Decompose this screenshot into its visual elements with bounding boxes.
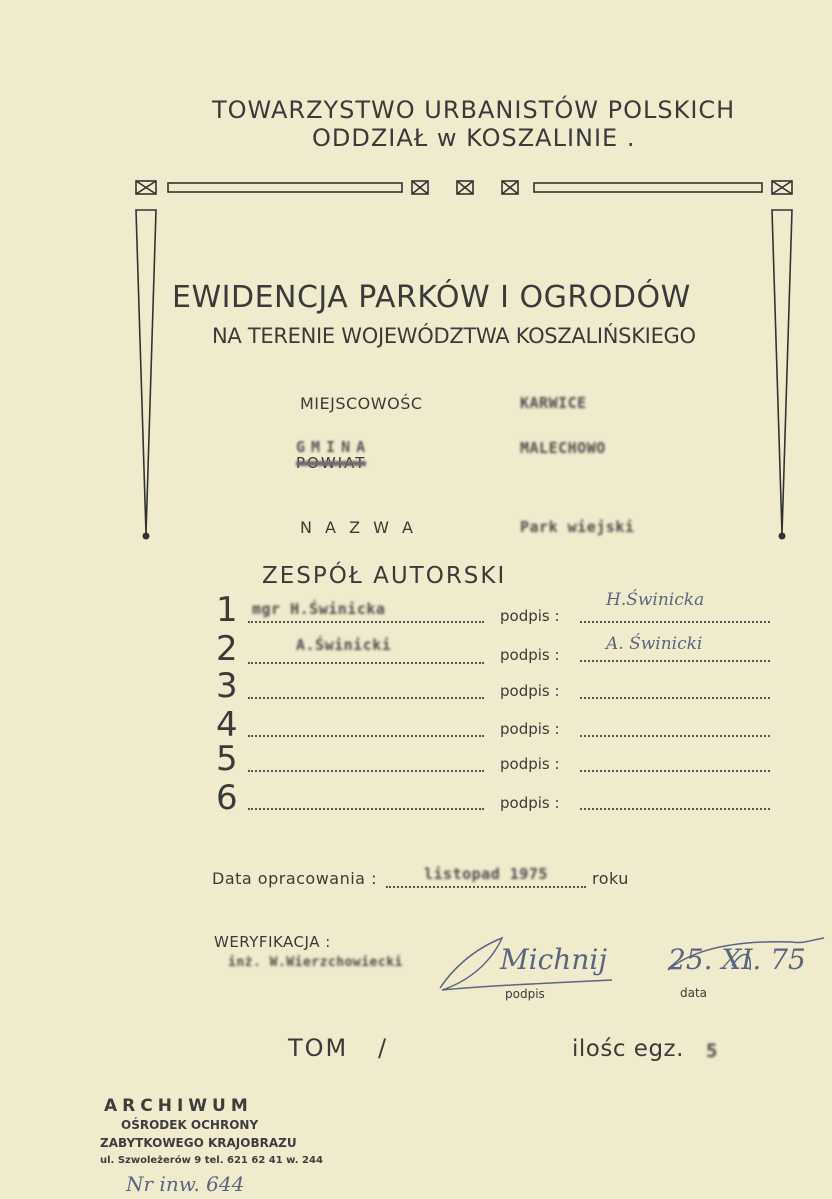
signature-line bbox=[580, 621, 770, 623]
author-name: mgr H.Świnicka bbox=[252, 600, 386, 618]
nazwa-value: Park wiejski bbox=[520, 518, 635, 536]
author-name-line bbox=[248, 808, 484, 810]
gmina-label: GMINA bbox=[296, 438, 372, 456]
verification-label: WERYFIKACJA : bbox=[214, 933, 331, 951]
date-value: listopad 1975 bbox=[424, 865, 548, 883]
author-name-line bbox=[248, 662, 484, 664]
date-line bbox=[386, 886, 586, 888]
signature-line bbox=[580, 697, 770, 699]
tom-value: / bbox=[378, 1034, 387, 1062]
podpis-label: podpis : bbox=[500, 720, 560, 738]
author-signature: H.Świnicka bbox=[606, 590, 705, 610]
podpis-label: podpis : bbox=[500, 755, 560, 773]
podpis-label: podpis : bbox=[500, 607, 560, 625]
gmina-value: MALECHOWO bbox=[520, 439, 606, 457]
author-name-line bbox=[248, 735, 484, 737]
branch-name: ODDZIAŁ w KOSZALINIE . bbox=[312, 124, 636, 152]
stamp-archiwum: ARCHIWUM bbox=[104, 1096, 253, 1116]
stamp-line2: OŚRODEK OCHRONY bbox=[121, 1118, 259, 1132]
stamp-line4: ul. Szwoleżerów 9 tel. 621 62 41 w. 244 bbox=[100, 1155, 323, 1166]
podpis-label: podpis : bbox=[500, 646, 560, 664]
society-name: TOWARZYSTWO URBANISTÓW POLSKICH bbox=[212, 96, 736, 124]
nazwa-label: N A Z W A bbox=[300, 518, 417, 537]
tom-label: TOM bbox=[288, 1034, 349, 1062]
verification-signature: Michnij bbox=[500, 943, 608, 976]
data-caption: data bbox=[680, 986, 708, 1000]
author-number: 6 bbox=[216, 778, 238, 818]
podpis-label: podpis : bbox=[500, 794, 560, 812]
powiat-label-struck bbox=[296, 454, 366, 472]
podpis-label: podpis : bbox=[500, 682, 560, 700]
signature-line bbox=[580, 770, 770, 772]
verifier-name: inż. W.Wierzchowiecki bbox=[228, 955, 403, 970]
date-suffix: roku bbox=[592, 869, 629, 888]
ilosc-value: 5 bbox=[706, 1040, 718, 1062]
stamp-line3: ZABYTKOWEGO KRAJOBRAZU bbox=[100, 1136, 297, 1150]
signature-line bbox=[580, 735, 770, 737]
author-number: 2 bbox=[216, 629, 238, 669]
document-subtitle: NA TERENIE WOJEWÓDZTWA KOSZALIŃSKIEGO bbox=[212, 324, 696, 348]
author-number: 4 bbox=[216, 705, 238, 745]
author-name-line bbox=[248, 697, 484, 699]
document-title: EWIDENCJA PARKÓW I OGRODÓW bbox=[172, 280, 691, 315]
podpis-caption: podpis bbox=[505, 987, 545, 1001]
verification-date: 25. XI. 75 bbox=[668, 943, 806, 976]
strikethrough bbox=[296, 461, 366, 466]
ilosc-label: ilośc egz. bbox=[572, 1036, 684, 1062]
miejscowosc-value: KARWICE bbox=[520, 394, 587, 412]
inventory-note: Nr inw. 644 bbox=[126, 1172, 245, 1196]
author-number: 5 bbox=[216, 739, 238, 779]
signature-line bbox=[580, 808, 770, 810]
date-label: Data opracowania : bbox=[212, 869, 377, 888]
author-name: A.Świnicki bbox=[296, 636, 392, 654]
miejscowosc-label: MIEJSCOWOŚC bbox=[300, 394, 423, 413]
authors-heading: ZESPÓŁ AUTORSKI bbox=[262, 563, 507, 589]
author-name-line bbox=[248, 770, 484, 772]
author-name-line bbox=[248, 621, 484, 623]
author-number: 1 bbox=[216, 590, 238, 630]
author-number: 3 bbox=[216, 666, 238, 706]
author-signature: A. Świnicki bbox=[606, 634, 703, 654]
signature-line bbox=[580, 660, 770, 662]
